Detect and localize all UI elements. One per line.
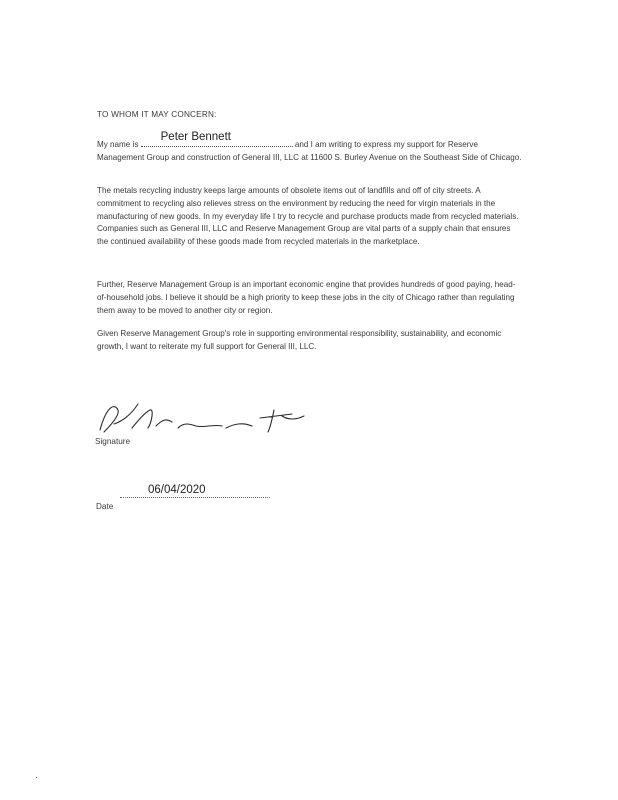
salutation: TO WHOM IT MAY CONCERN: bbox=[97, 110, 217, 119]
date-label: Date bbox=[96, 502, 114, 511]
date-line bbox=[120, 497, 270, 498]
name-field bbox=[141, 131, 293, 147]
closing-paragraph: Given Reserve Management Group's role in supporting environmental responsibility, sustainability, and economic growth, I want to reiterate my full support for General III, LLC. bbox=[97, 329, 502, 351]
handwritten-signature bbox=[92, 398, 312, 438]
signature-label: Signature bbox=[95, 437, 131, 446]
intro-prefix: My name is bbox=[97, 140, 139, 149]
date-value: 06/04/2020 bbox=[148, 484, 206, 496]
intro-paragraph bbox=[97, 131, 522, 165]
recycling-paragraph: The metals recycling industry keeps large amounts of obsolete items out of landfills and off of city streets. A commitment to recycling also relieves stress on the environment by reducing the need for virgin materials in the manufacturing of new goods. In my everyday life I try to recycle and purchase products made from recycled materials. Companies such as General III, LLC and Reserve Management Group are vital parts of a supply chain that ensures the continued availability of these goods made from recycled materials in the marketplace. bbox=[97, 186, 519, 247]
scan-speck bbox=[36, 777, 37, 778]
economic-paragraph: Further, Reserve Management Group is an important economic engine that provides hundreds of good paying, head-of-household jobs. I believe it should be a high priority to keep these jobs in the city of Chicago rather than regulating them away to be moved to another city or region. bbox=[97, 280, 516, 315]
filled-name: Peter Bennett bbox=[160, 131, 231, 143]
intro-suffix: and I am writing to express my support for Reserve Management Group and construction of General III, LLC at 11600 S. Burley Avenue on the Southeast Side of Chicago. bbox=[97, 140, 522, 162]
